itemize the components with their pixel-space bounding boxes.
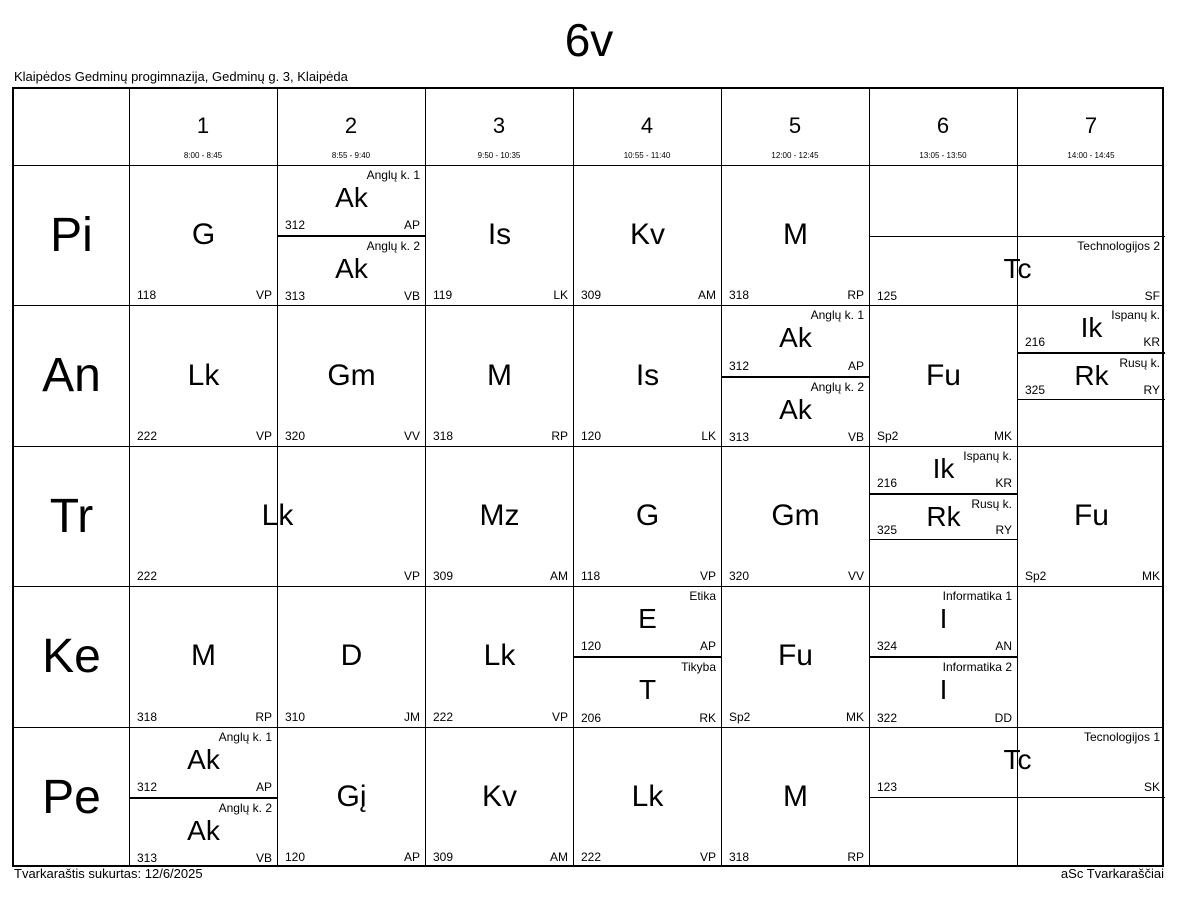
- teacher-code: RY: [995, 523, 1012, 538]
- teacher-code: RP: [847, 288, 864, 303]
- period-number: 3: [492, 113, 506, 138]
- teacher-code: VV: [847, 569, 864, 584]
- room-number: Sp2: [1025, 569, 1047, 584]
- lesson-cell[interactable]: [870, 306, 1017, 446]
- room-number: 309: [433, 569, 454, 584]
- school-name: Klaipėdos Gedminų progimnazija, Gedminų g. 3, Klaipėda: [14, 69, 348, 84]
- teacher-code: RP: [847, 849, 864, 864]
- room-number: 320: [285, 428, 306, 443]
- lesson-subject: Kv: [481, 779, 517, 813]
- lesson-cell[interactable]: [870, 494, 1017, 541]
- period-number: 5: [788, 113, 802, 138]
- lesson-subject: G: [191, 218, 216, 252]
- teacher-code: VP: [255, 428, 272, 443]
- lesson-cell[interactable]: [722, 166, 869, 306]
- room-number: 123: [877, 779, 898, 794]
- lesson-subject: Rk: [1074, 360, 1109, 392]
- period-time: 13:05 - 13:50: [919, 151, 967, 160]
- teacher-code: RK: [699, 710, 716, 725]
- lesson-group: Informatika 2: [942, 660, 1012, 675]
- lesson-cell[interactable]: [722, 587, 869, 727]
- teacher-code: VB: [403, 289, 420, 304]
- teacher-code: KR: [995, 475, 1012, 490]
- lesson-group: Anglų k. 1: [810, 308, 864, 323]
- lesson-subject: Ak: [335, 182, 368, 213]
- room-number: 324: [877, 639, 898, 654]
- day-label: Pe: [42, 770, 101, 824]
- teacher-code: VB: [847, 429, 864, 444]
- class-title: 6v: [564, 14, 614, 66]
- period-time: 12:00 - 12:45: [771, 151, 819, 160]
- room-number: 313: [285, 289, 306, 304]
- lesson-subject: Ak: [779, 322, 812, 354]
- room-number: 222: [137, 428, 158, 443]
- teacher-code: VP: [255, 288, 272, 303]
- period-time: 10:55 - 11:40: [623, 151, 671, 160]
- room-number: 222: [433, 709, 454, 724]
- lesson-cell[interactable]: [426, 587, 573, 727]
- lesson-subject: Lk: [187, 358, 220, 392]
- lesson-subject: M: [783, 218, 808, 252]
- room-number: 119: [433, 288, 453, 303]
- lesson-cell[interactable]: [278, 236, 425, 306]
- teacher-code: AM: [698, 288, 716, 303]
- created-date: Tvarkaraštis sukurtas: 12/6/2025: [14, 866, 203, 881]
- lesson-cell[interactable]: [130, 587, 277, 727]
- lesson-subject: Lk: [483, 639, 516, 673]
- lesson-subject: Gį: [336, 779, 367, 813]
- room-number: 120: [285, 849, 306, 864]
- lesson-group: Ispanų k.: [963, 448, 1012, 463]
- lesson-group: Tecnologijos 1: [1083, 729, 1160, 744]
- room-number: 310: [285, 709, 306, 724]
- teacher-code: AP: [699, 639, 716, 654]
- room-number: 322: [877, 710, 898, 725]
- room-number: 325: [877, 523, 898, 538]
- lesson-cell[interactable]: [870, 657, 1017, 727]
- teacher-code: SK: [1143, 779, 1160, 794]
- room-number: 320: [729, 569, 750, 584]
- room-number: 216: [877, 475, 898, 490]
- lesson-subject: Kv: [629, 218, 665, 252]
- lesson-cell[interactable]: [130, 166, 277, 306]
- teacher-code: RP: [255, 709, 272, 724]
- lesson-cell[interactable]: [426, 166, 573, 306]
- lesson-group: Technologijos 2: [1077, 239, 1160, 254]
- lesson-cell[interactable]: [130, 447, 425, 587]
- lesson-group: Rusų k.: [1119, 356, 1160, 371]
- lesson-subject: G: [635, 498, 660, 532]
- teacher-code: SF: [1144, 289, 1160, 304]
- room-number: 216: [1025, 335, 1046, 350]
- room-number: 120: [581, 639, 602, 654]
- lesson-group: Rusų k.: [971, 496, 1012, 511]
- lesson-group: Anglų k. 1: [218, 729, 272, 744]
- teacher-code: VP: [699, 569, 716, 584]
- teacher-code: AM: [550, 569, 568, 584]
- lesson-subject: Gm: [327, 358, 376, 392]
- room-number: 206: [581, 710, 602, 725]
- period-time: 9:50 - 10:35: [477, 151, 521, 160]
- day-label: Pi: [50, 209, 93, 262]
- teacher-code: AM: [550, 849, 568, 864]
- room-number: 312: [729, 358, 750, 373]
- lesson-subject: M: [191, 639, 216, 673]
- period-number: 4: [640, 113, 654, 138]
- lesson-cell[interactable]: [870, 728, 1165, 798]
- lesson-subject: Tc: [1003, 253, 1032, 285]
- lesson-cell[interactable]: [426, 447, 573, 587]
- lesson-cell[interactable]: [722, 377, 869, 447]
- lesson-cell[interactable]: [278, 306, 425, 446]
- day-label: Ke: [42, 630, 101, 684]
- lesson-subject: Ak: [187, 814, 220, 846]
- lesson-subject: D: [340, 639, 363, 673]
- teacher-code: AP: [847, 358, 864, 373]
- lesson-subject: Is: [487, 218, 512, 252]
- room-number: Sp2: [877, 428, 899, 443]
- lesson-group: Anglų k. 2: [218, 800, 272, 815]
- lesson-cell[interactable]: [722, 728, 869, 868]
- lesson-cell[interactable]: [130, 798, 277, 868]
- lesson-cell[interactable]: [574, 306, 721, 446]
- teacher-code: AP: [403, 218, 420, 233]
- lesson-cell[interactable]: [722, 306, 869, 376]
- lesson-group: Ispanų k.: [1111, 308, 1160, 323]
- lesson-group: Anglų k. 2: [366, 239, 420, 254]
- room-number: 325: [1025, 382, 1046, 397]
- teacher-code: RY: [1143, 382, 1160, 397]
- room-number: 309: [433, 849, 454, 864]
- period-header: [1017, 89, 1165, 165]
- lesson-subject: Is: [635, 358, 660, 392]
- lesson-cell[interactable]: [870, 587, 1017, 657]
- lesson-subject: Mz: [479, 498, 520, 532]
- lesson-subject: Ak: [187, 743, 220, 775]
- day-label: An: [42, 349, 101, 403]
- period-header: [869, 89, 1017, 165]
- room-number: 312: [285, 218, 306, 233]
- lesson-subject: M: [783, 779, 808, 813]
- lesson-group: Anglų k. 1: [366, 168, 420, 182]
- room-number: 318: [729, 288, 750, 303]
- lesson-cell[interactable]: [722, 447, 869, 587]
- lesson-cell[interactable]: [426, 728, 573, 868]
- period-header: [129, 89, 277, 165]
- room-number: 318: [729, 849, 750, 864]
- room-number: 318: [137, 709, 158, 724]
- timetable-grid: [12, 87, 1164, 867]
- lesson-subject: Ak: [335, 253, 368, 285]
- lesson-subject: E: [638, 603, 657, 635]
- lesson-group: Etika: [689, 589, 716, 604]
- teacher-code: RP: [551, 428, 568, 443]
- lesson-subject: T: [638, 674, 657, 706]
- lesson-cell[interactable]: [278, 728, 425, 868]
- room-number: 118: [581, 569, 601, 584]
- period-header: [277, 89, 425, 165]
- lesson-subject: I: [939, 674, 948, 706]
- lesson-subject: Ik: [1080, 312, 1103, 344]
- teacher-code: VP: [551, 709, 568, 724]
- teacher-code: LK: [553, 288, 568, 303]
- lesson-cell[interactable]: [278, 587, 425, 727]
- teacher-code: KR: [1143, 335, 1160, 350]
- teacher-code: VP: [699, 849, 716, 864]
- lesson-cell[interactable]: [574, 447, 721, 587]
- teacher-code: MK: [846, 709, 864, 724]
- teacher-code: VP: [403, 569, 420, 584]
- lesson-subject: Ik: [932, 452, 955, 484]
- lesson-subject: Fu: [777, 639, 813, 673]
- teacher-code: AP: [255, 779, 272, 794]
- teacher-code: JM: [404, 709, 420, 724]
- period-number: 7: [1084, 113, 1098, 138]
- lesson-cell[interactable]: [130, 306, 277, 446]
- period-time: 14:00 - 14:45: [1067, 151, 1115, 160]
- lesson-cell[interactable]: [870, 447, 1017, 494]
- lesson-cell[interactable]: [574, 166, 721, 306]
- lesson-subject: Fu: [925, 358, 961, 392]
- day-label: Tr: [49, 489, 94, 543]
- teacher-code: DD: [994, 710, 1012, 725]
- room-number: 313: [729, 429, 750, 444]
- lesson-subject: Lk: [261, 498, 294, 532]
- lesson-cell[interactable]: [278, 166, 425, 236]
- lesson-cell[interactable]: [1018, 306, 1165, 353]
- lesson-subject: Ak: [779, 393, 812, 425]
- teacher-code: VB: [255, 850, 272, 865]
- lesson-subject: Rk: [926, 500, 961, 532]
- period-header: [721, 89, 869, 165]
- lesson-subject: Lk: [631, 779, 664, 813]
- lesson-cell[interactable]: [130, 728, 277, 798]
- teacher-code: MK: [1142, 569, 1160, 584]
- room-number: 222: [137, 569, 158, 584]
- lesson-cell[interactable]: [1018, 353, 1165, 400]
- lesson-subject: Fu: [1073, 498, 1109, 532]
- teacher-code: MK: [994, 428, 1012, 443]
- brand-label: aSc Tvarkaraščiai: [1060, 866, 1164, 881]
- lesson-subject: M: [487, 358, 512, 392]
- teacher-code: AN: [995, 639, 1012, 654]
- teacher-code: AP: [403, 849, 420, 864]
- room-number: 312: [137, 779, 158, 794]
- lesson-group: Anglų k. 2: [810, 379, 864, 394]
- lesson-cell[interactable]: [1018, 447, 1165, 587]
- lesson-cell[interactable]: [426, 306, 573, 446]
- lesson-group: Informatika 1: [942, 589, 1012, 604]
- lesson-group: Tikyba: [681, 660, 716, 675]
- period-number: 6: [936, 113, 950, 138]
- room-number: 125: [877, 289, 898, 304]
- period-time: 8:55 - 9:40: [331, 151, 371, 160]
- lesson-cell[interactable]: [574, 587, 721, 657]
- room-number: 222: [581, 849, 602, 864]
- room-number: 118: [137, 288, 157, 303]
- lesson-cell[interactable]: [574, 728, 721, 868]
- period-number: 2: [344, 113, 358, 138]
- lesson-subject: I: [939, 603, 948, 635]
- period-header: [573, 89, 721, 165]
- room-number: 313: [137, 850, 158, 865]
- period-header: [425, 89, 573, 165]
- period-time: 8:00 - 8:45: [183, 151, 223, 160]
- teacher-code: VV: [403, 428, 420, 443]
- room-number: 318: [433, 428, 454, 443]
- lesson-subject: Gm: [771, 498, 820, 532]
- room-number: 309: [581, 288, 602, 303]
- lesson-cell[interactable]: [870, 236, 1165, 306]
- teacher-code: LK: [701, 428, 716, 443]
- room-number: Sp2: [729, 709, 751, 724]
- period-number: 1: [196, 113, 210, 138]
- lesson-subject: Tc: [1003, 743, 1032, 775]
- lesson-cell[interactable]: [574, 657, 721, 727]
- room-number: 120: [581, 428, 602, 443]
